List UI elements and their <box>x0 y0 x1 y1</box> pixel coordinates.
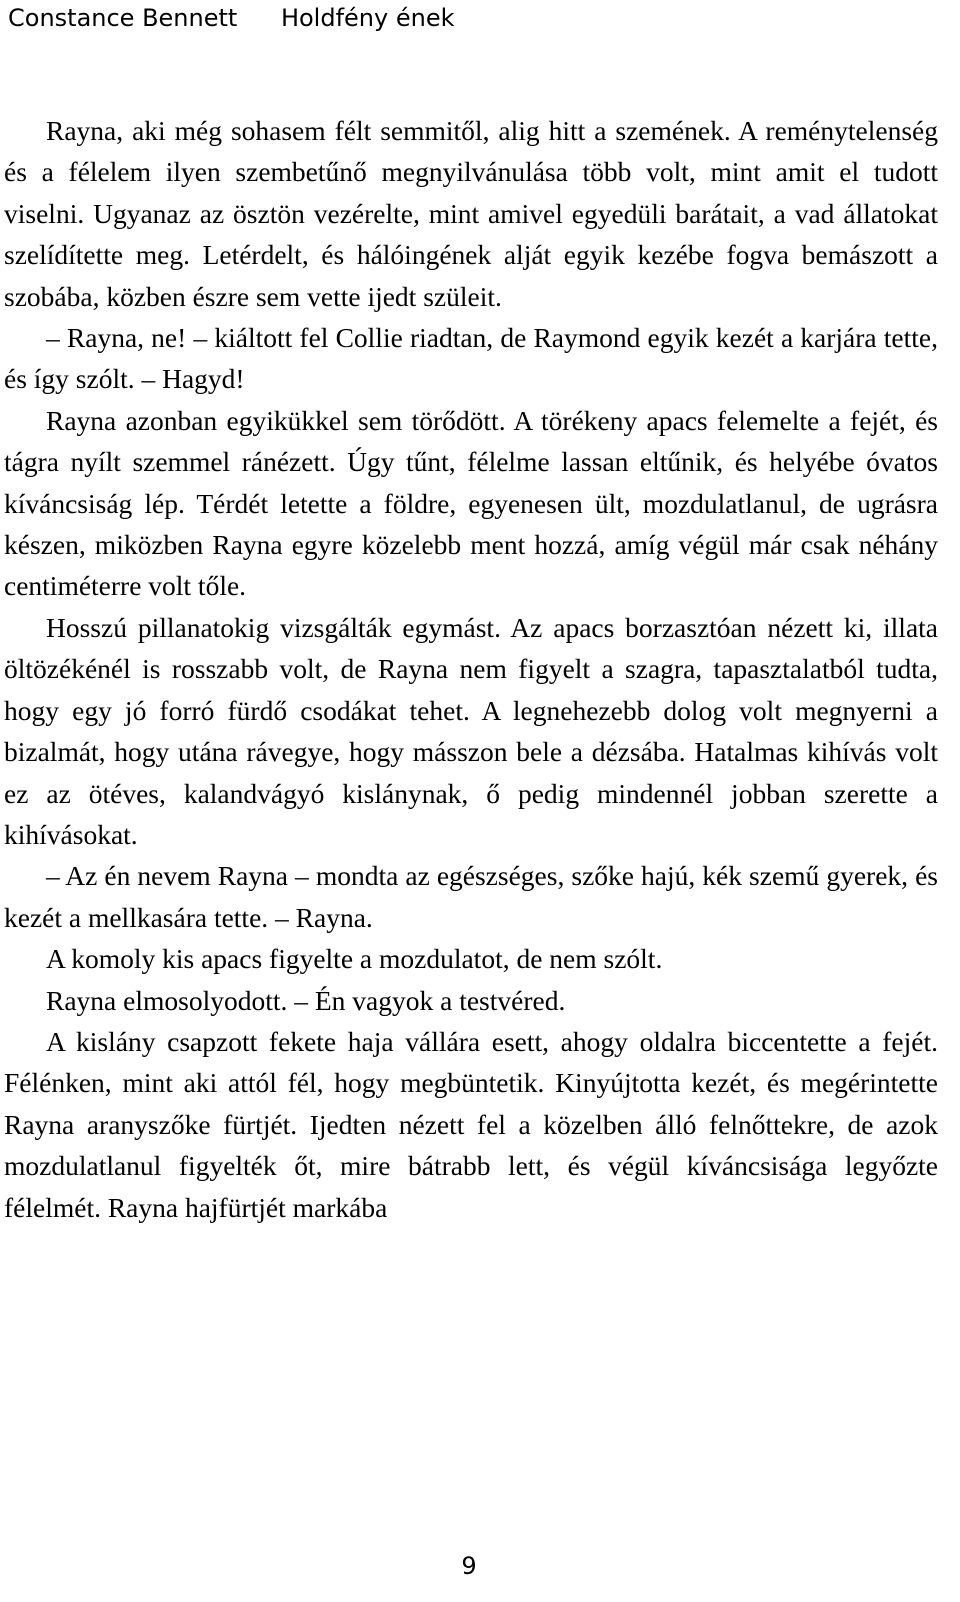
paragraph: Hosszú pillanatokig vizsgálták egymást. Az apacs borzasztóan nézett ki, illata öltözékénél is rosszabb volt, de Rayna nem figyelt a szagra, tapasztalatból tudta, hogy egy jó forró fürdő csodákat tehet. A legnehezebb dolog volt megnyerni a bizalmát, hogy utána rávegye, hogy másszon bele a dézsába. Hatalmas kihívás volt ez az ötéves, kalandvágyó kislánynak, ő pedig mindennél jobban szerette a kihívásokat. <box>4 611 938 850</box>
page-header <box>8 2 454 34</box>
paragraph: A kislány csapzott fekete haja vállára esett, ahogy oldalra biccentette a fejét. Félénken, mint aki attól fél, hogy megbüntetik. Kinyújtotta kezét, és megérintette Rayna aranyszőke fürtjét. Ijedten nézett fel a közelben álló felnőttekre, de azok mozdulatlanul figyelték őt, mire bátrabb lett, és végül kíváncsisága legyőzte félelmét. Rayna hajfürtjét markába <box>4 1025 938 1223</box>
paragraph: Rayna azonban egyikükkel sem törődött. A törékeny apacs felemelte a fejét, és tágra nyílt szemmel ránézett. Úgy tűnt, félelme lassan eltűnik, és helyébe óvatos kíváncsiság lép. Térdét letette a földre, egyenesen ült, mozdulatlanul, de ugrásra készen, miközben Rayna egyre közelebb ment hozzá, amíg végül már csak néhány centiméterre volt tőle. <box>4 404 938 602</box>
paragraph: – Rayna, ne! – kiáltott fel Collie riadtan, de Raymond egyik kezét a karjára tette, és így szólt. – Hagyd! <box>4 322 938 395</box>
paragraph: A komoly kis apacs figyelte a mozdulatot, de nem szólt. <box>46 943 663 975</box>
paragraph: – Az én nevem Rayna – mondta az egészséges, szőke hajú, kék szemű gyerek, és kezét a mellkasára tette. – Rayna. <box>4 860 938 933</box>
header-book-title: Holdfény ének <box>280 4 455 32</box>
body-text <box>4 110 938 1228</box>
page-number: 9 <box>461 1552 477 1580</box>
paragraph: Rayna elmosolyodott. – Én vagyok a testvéred. <box>46 984 566 1016</box>
header-author: Constance Bennett <box>8 4 238 32</box>
paragraph: Rayna, aki még sohasem félt semmitől, alig hitt a szemének. A reménytelenség és a félelem ilyen szembetűnő megnyilvánulása több volt, mint amit el tudott viselni. Ugyanaz az ösztön vezérelte, mint amivel egyedüli barátait, a vad állatokat szelídítette meg. Letérdelt, és hálóingének alját egyik kezébe fogva bemászott a szobába, közben észre sem vette ijedt szüleit. <box>4 115 938 312</box>
